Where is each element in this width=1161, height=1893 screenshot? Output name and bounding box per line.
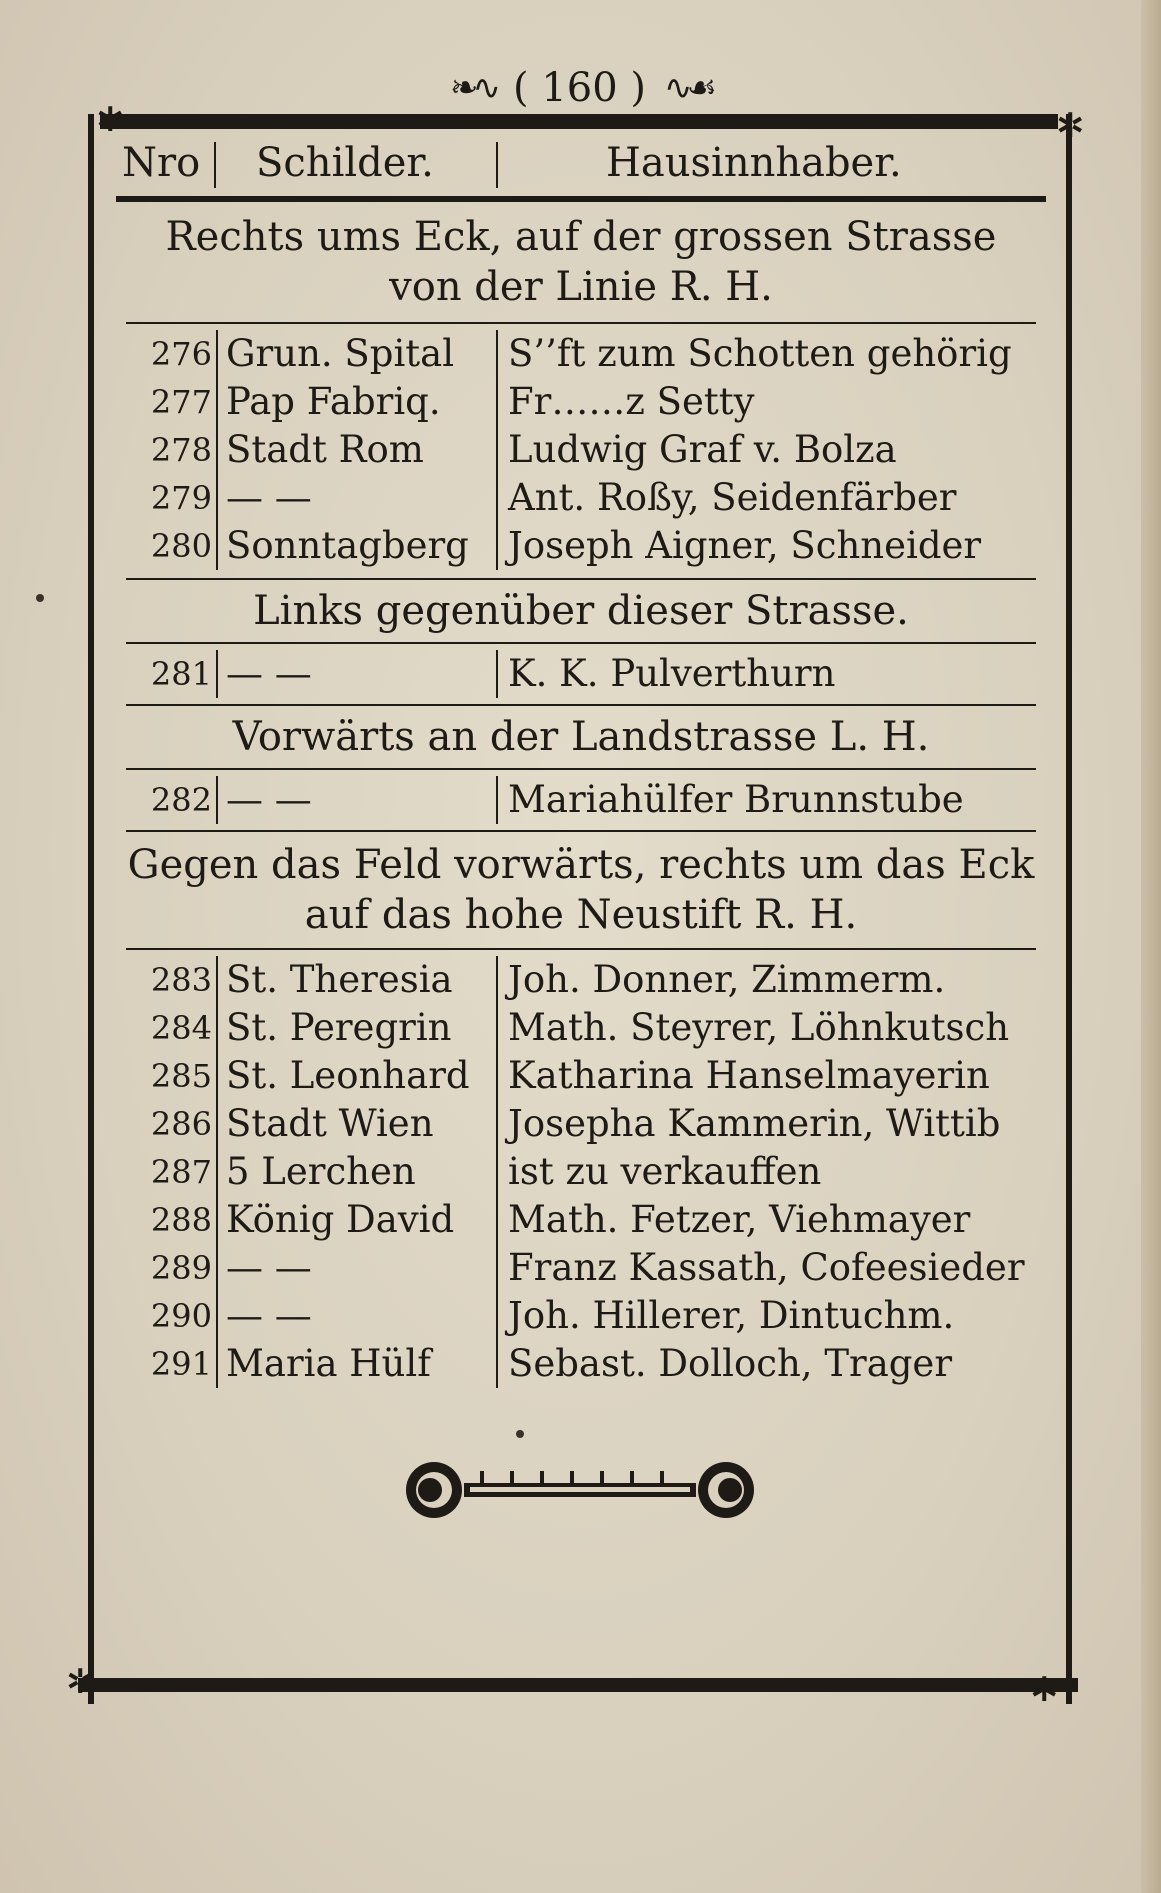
row-number: 287 [150,1153,212,1191]
section-rows [116,644,1046,704]
house-owner: Joh. Donner, Zimmerm. [508,958,946,1001]
table-row [116,1292,1046,1340]
ornament-left-icon: ❧∿ [450,68,495,108]
row-number: 288 [150,1201,212,1239]
house-sign: Maria Hülf [226,1342,431,1385]
page-edge [1141,0,1161,1893]
table-row [116,956,1046,1004]
house-sign: — — [226,778,312,821]
row-number: 285 [150,1057,212,1095]
house-owner: ist zu verkauffen [508,1150,822,1193]
table-row [116,1100,1046,1148]
corner-ornament-icon: ✲ [96,100,125,140]
table-row [116,378,1046,426]
house-sign: Sonntagberg [226,524,469,567]
house-owner: S’’ft zum Schotten gehörig [508,332,1012,375]
house-owner: Josepha Kammerin, Wittib [508,1102,1001,1145]
house-owner: Katharina Hanselmayerin [508,1054,990,1097]
table-row [116,1244,1046,1292]
house-owner: Franz Kassath, Cofeesieder [508,1246,1025,1289]
house-owner: Math. Steyrer, Löhnkutsch [508,1006,1010,1049]
section-rows [116,770,1046,830]
row-number: 279 [150,479,212,517]
house-owner: Fr……z Setty [508,380,755,423]
table-row [116,1340,1046,1388]
row-number: 282 [150,781,212,819]
house-sign: — — [226,1246,312,1289]
tailpiece-ornament-icon [400,1455,760,1525]
section-rows [116,324,1046,570]
house-sign: St. Leonhard [226,1054,470,1097]
top-rule [100,114,1058,129]
corner-ornament-icon: ✲ [1056,106,1085,146]
house-owner: Mariahülfer Brunnstube [508,778,964,821]
ink-spot [36,594,44,602]
house-sign: 5 Lerchen [226,1150,416,1193]
row-number: 289 [150,1249,212,1287]
house-owner: Ludwig Graf v. Bolza [508,428,897,471]
house-owner: K. K. Pulverthurn [508,652,836,695]
house-sign: St. Theresia [226,958,453,1001]
table-row [116,1196,1046,1244]
section-rows [116,950,1046,1388]
corner-ornament-icon: ✲ [1030,1670,1059,1710]
section-title: Links gegenüber dieser Strasse. [253,588,909,634]
house-sign: Stadt Wien [226,1102,434,1145]
row-number: 290 [150,1297,212,1335]
page-number: ( 160 ) [513,65,646,111]
house-sign: Grun. Spital [226,332,455,375]
row-number: 291 [150,1345,212,1383]
column-divider [214,142,216,188]
table-row [116,1004,1046,1052]
table-row [116,330,1046,378]
table-row [116,650,1046,698]
row-number: 278 [150,431,212,469]
row-number: 277 [150,383,212,421]
ink-spot [516,1430,524,1438]
house-sign: St. Peregrin [226,1006,452,1049]
house-owner: Sebast. Dolloch, Trager [508,1342,953,1385]
header-nro: Nro [122,140,201,186]
table-row [116,522,1046,570]
corner-ornament-icon: ✲ [66,1662,95,1702]
house-sign: — — [226,476,312,519]
table-row [116,1052,1046,1100]
column-divider [496,142,498,188]
house-owner: Ant. Roßy, Seidenfärber [508,476,957,519]
row-number: 276 [150,335,212,373]
table-row [116,426,1046,474]
header-hausinnhaber: Hausinnhaber. [606,140,902,186]
section-title: Rechts ums Eck, auf der grossen Strasse von der Linie R. H. [165,214,997,310]
section-title: Vorwärts an der Landstrasse L. H. [232,714,930,760]
house-sign: Pap Fabriq. [226,380,441,423]
row-number: 286 [150,1105,212,1143]
house-sign: Stadt Rom [226,428,424,471]
row-number: 284 [150,1009,212,1047]
row-number: 280 [150,527,212,565]
row-number: 281 [150,655,212,693]
house-sign: — — [226,1294,312,1337]
table-row [116,474,1046,522]
table-row [116,776,1046,824]
table-row [116,1148,1046,1196]
house-sign: König David [226,1198,455,1241]
directory-table [116,132,1046,1388]
page-header [0,58,1161,118]
header-schilder: Schilder. [256,140,434,186]
column-header-row [116,132,1046,202]
house-owner: Joh. Hillerer, Dintuchm. [508,1294,955,1337]
house-owner: Math. Fetzer, Viehmayer [508,1198,971,1241]
house-sign: — — [226,652,312,695]
section-title: Gegen das Feld vorwärts, rechts um das Eck auf das hohe Neustift R. H. [127,842,1035,938]
row-number: 283 [150,961,212,999]
bottom-rule [78,1678,1078,1692]
house-owner: Joseph Aigner, Schneider [508,524,982,567]
ornament-right-icon: ∿☙ [664,68,711,108]
